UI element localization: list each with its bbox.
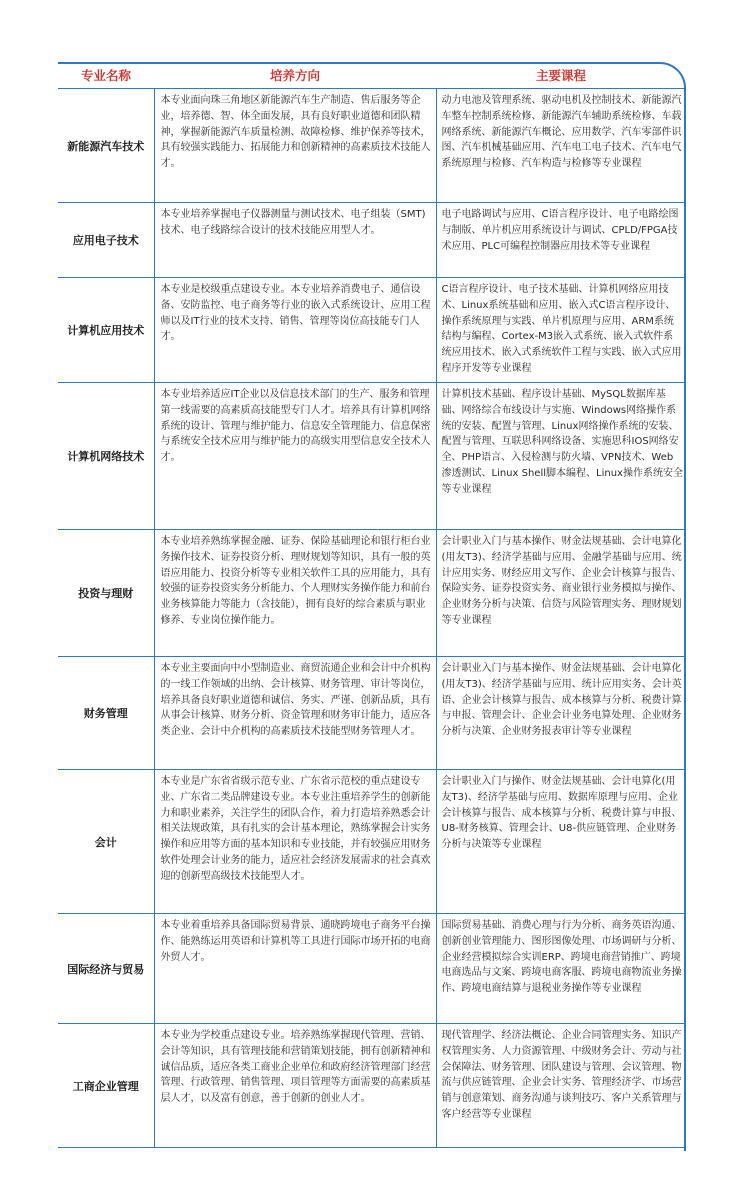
program-table — [58, 62, 686, 1148]
program-name: 财务管理 — [58, 657, 154, 770]
table-row — [58, 530, 686, 657]
training-direction-cell — [154, 1024, 436, 1148]
main-courses-cell — [436, 657, 686, 770]
header-main-courses: 主要课程 — [436, 62, 686, 89]
training-direction-text: 本专业培养适应IT企业以及信息技术部门的生产、服务和管理第一线需要的高素质高技能型专门人才。培养具有计算机网络系统的设计、管理与维护能力、信息安全管理能力、信息保密与系统安全技术应用与维护能力的高级实用型信息安全技术人才。 — [160, 389, 431, 464]
table-row — [58, 203, 686, 278]
main-courses-text: 国际贸易基础、消费心理与行为分析、商务英语沟通、创新创业管理能力、图形图像处理、市场调研与分析、企业经营模拟综合实训ERP、跨境电商营销推广、跨境电商选品与文案、跨境电商客服、跨境电商物流业务操作、跨境电商结算与退税业务操作等专业课程 — [441, 920, 682, 995]
table-row — [58, 383, 686, 530]
program-name: 应用电子技术 — [58, 203, 154, 278]
training-direction-cell — [154, 770, 436, 914]
main-courses-text: 计算机技术基础、程序设计基础、MySQL数据库基础、网络综合布线设计与实施、Windows网络操作系统的安装、配置与管理、Linux网络操作系统的安装、配置与管理、互联思科网络设备、实施思科IOS网络安全、PHP语言、入侵检测与防火墙、VPN技术、Web渗透测试、Linux Shell脚本编程、Linux操作系统安全等专业课程 — [441, 389, 683, 495]
table-row — [58, 770, 686, 914]
main-courses-text: 会计职业入门与操作、财金法规基础、会计电算化(用友T3)、经济学基础与应用、数据库原理与应用、企业会计核算与报告、成本核算与分析、税费计算与申报、U8-财务核算、管理会计、U8-供应链管理、企业财务分析与决策等专业课程 — [441, 776, 682, 851]
training-direction-text: 本专业主要面向中小型制造业、商贸流通企业和会计中介机构的一线工作领域的出纳、会计核算、财务管理、审计等岗位，培养具备良好职业道德和诚信、务实、严谨、创新品质，具有从事会计核算、财务分析、资金管理和财务审计能力，适应各类企业、会计中介机构的高素质技术技能型财务管理人才。 — [160, 663, 431, 738]
program-table-sheet — [58, 62, 686, 1148]
header-program-name: 专业名称 — [58, 62, 154, 89]
table-header-row — [58, 62, 686, 89]
main-courses-text: 电子电路调试与应用、C语言程序设计、电子电路绘图与制版、单片机应用系统设计与调试、CPLD/FPGA技术应用、PLC可编程控制器应用技术等专业课程 — [441, 209, 679, 252]
training-direction-cell — [154, 383, 436, 530]
training-direction-text: 本专业是广东省省级示范专业、广东省示范校的重点建设专业、广东省二类品牌建设专业。本专业注重培养学生的创新能力和职业素养，关注学生的团队合作，着力打造培养熟悉会计相关法规政策，具有扎实的会计基本理论，熟练掌握会计实务操作和应用等方面的基本知识和专业技能，并有较强应用财务软件处理会计业务的能力，适应社会经济发展需求的社会真欢迎的创新型高级技术技能型人才。 — [160, 776, 431, 882]
training-direction-cell — [154, 278, 436, 383]
training-direction-cell — [154, 89, 436, 203]
training-direction-text: 本专业培养掌握电子仪器测量与测试技术、电子组装（SMT)技术、电子线路综合设计的技术技能应用型人才。 — [160, 209, 426, 236]
header-training-direction: 培养方向 — [154, 62, 436, 89]
main-courses-cell — [436, 383, 686, 530]
main-courses-cell — [436, 278, 686, 383]
main-courses-text: 会计职业入门与基本操作、财金法规基础、会计电算化(用友T3)、经济学基础与应用、金融学基础与应用、统计应用实务、财经应用文写作、企业会计核算与报告、保险实务、证券投资实务、商业银行业务模拟与操作、企业财务分析与决策、信贷与风险管理实务、理财规划等专业课程 — [441, 536, 682, 626]
program-name: 工商企业管理 — [58, 1024, 154, 1148]
training-direction-cell — [154, 657, 436, 770]
program-name: 会计 — [58, 770, 154, 914]
training-direction-cell — [154, 203, 436, 278]
main-courses-cell — [436, 203, 686, 278]
main-courses-cell — [436, 89, 686, 203]
program-name: 计算机应用技术 — [58, 278, 154, 383]
main-courses-cell — [436, 914, 686, 1024]
training-direction-cell — [154, 914, 436, 1024]
table-row — [58, 657, 686, 770]
program-name: 国际经济与贸易 — [58, 914, 154, 1024]
main-courses-text: 动力电池及管理系统、驱动电机及控制技术、新能源汽车整车控制系统检修、新能源汽车辅助系统检修、车载网络系统、新能源汽车概论、应用数学、汽车零部件识图、汽车机械基础应用、汽车电工电子技术、汽车电气系统原理与检修、汽车构造与检修等专业课程 — [441, 95, 682, 170]
table-row — [58, 914, 686, 1024]
main-courses-cell — [436, 530, 686, 657]
program-name: 计算机网络技术 — [58, 383, 154, 530]
table-row — [58, 278, 686, 383]
table-row — [58, 89, 686, 203]
program-name: 新能源汽车技术 — [58, 89, 154, 203]
main-courses-text: 现代管理学、经济法概论、企业合同管理实务、知识产权管理实务、人力资源管理、中级财务会计、劳动与社会保障法、财务管理、团队建设与管理、会议管理、物流与供应链管理、企业会计实务、管理经济学、市场营销与创意策划、商务沟通与谈判技巧、客户关系管理与客户经营等专业课程 — [441, 1030, 682, 1120]
training-direction-text: 本专业是校级重点建设专业。本专业培养消费电子、通信设备、安防监控、电子商务等行业的嵌入式系统设计、应用工程师以及IT行业的技术支持、销售、管理等岗位高技能专门人才。 — [160, 284, 431, 343]
main-courses-cell — [436, 1024, 686, 1148]
main-courses-text: 会计职业入门与基本操作、财金法规基础、会计电算化(用友T3)、经济学基础与应用、统计应用实务、会计英语、企业会计核算与报告、成本核算与分析、税费计算与申报、管理会计、企业会计业务电算处理、企业财务分析与决策、企业财务报表审计等专业课程 — [441, 663, 682, 738]
training-direction-text: 本专业培养熟练掌握金融、证券、保险基础理论和银行柜台业务操作技术、证券投资分析、理财规划等知识，具有一般的英语应用能力、投资分析等专业相关软件工具的应用能力，具有较强的证券投资实务分析能力、个人理财实务操作能力和前台业务核算能力等能力（含技能），拥有良好的综合素质与职业修养、专业岗位操作能力。 — [160, 536, 431, 626]
program-name: 投资与理财 — [58, 530, 154, 657]
training-direction-text: 本专业着重培养具备国际贸易背景、通晓跨境电子商务平台操作、能熟练运用英语和计算机等工具进行国际市场开拓的电商外贸人才。 — [160, 920, 431, 963]
training-direction-text: 本专业面向珠三角地区新能源汽车生产制造、售后服务等企业，培养德、智、体全面发展，具有良好职业道德和团队精神，掌握新能源汽车质量检测、故障检修、维护保养等技术，具有较强实践能力、拓展能力和创新精神的高素质技术技能人才。 — [160, 95, 431, 170]
table-row — [58, 1024, 686, 1148]
main-courses-cell — [436, 770, 686, 914]
main-courses-text: C语言程序设计、电子技术基础、计算机网络应用技术、Linux系统基础和应用、嵌入式C语言程序设计、操作系统原理与实践、单片机原理与应用、ARM系统结构与编程、Cortex-M3嵌入式系统、嵌入式软件系统应用技术、嵌入式系统软件工程与实践、嵌入式应用程序开发等专业课程 — [441, 284, 682, 374]
training-direction-text: 本专业为学校重点建设专业。培养熟练掌握现代管理、营销、会计等知识，具有管理技能和营销策划技能，拥有创新精神和诚信品质，适应各类工商业企业单位和政府经济管理部门经营管理、行政管理、销售管理、项目管理等方面需要的高素质基层人才，以及富有创意，善于创新的创业人才。 — [160, 1030, 431, 1105]
training-direction-cell — [154, 530, 436, 657]
